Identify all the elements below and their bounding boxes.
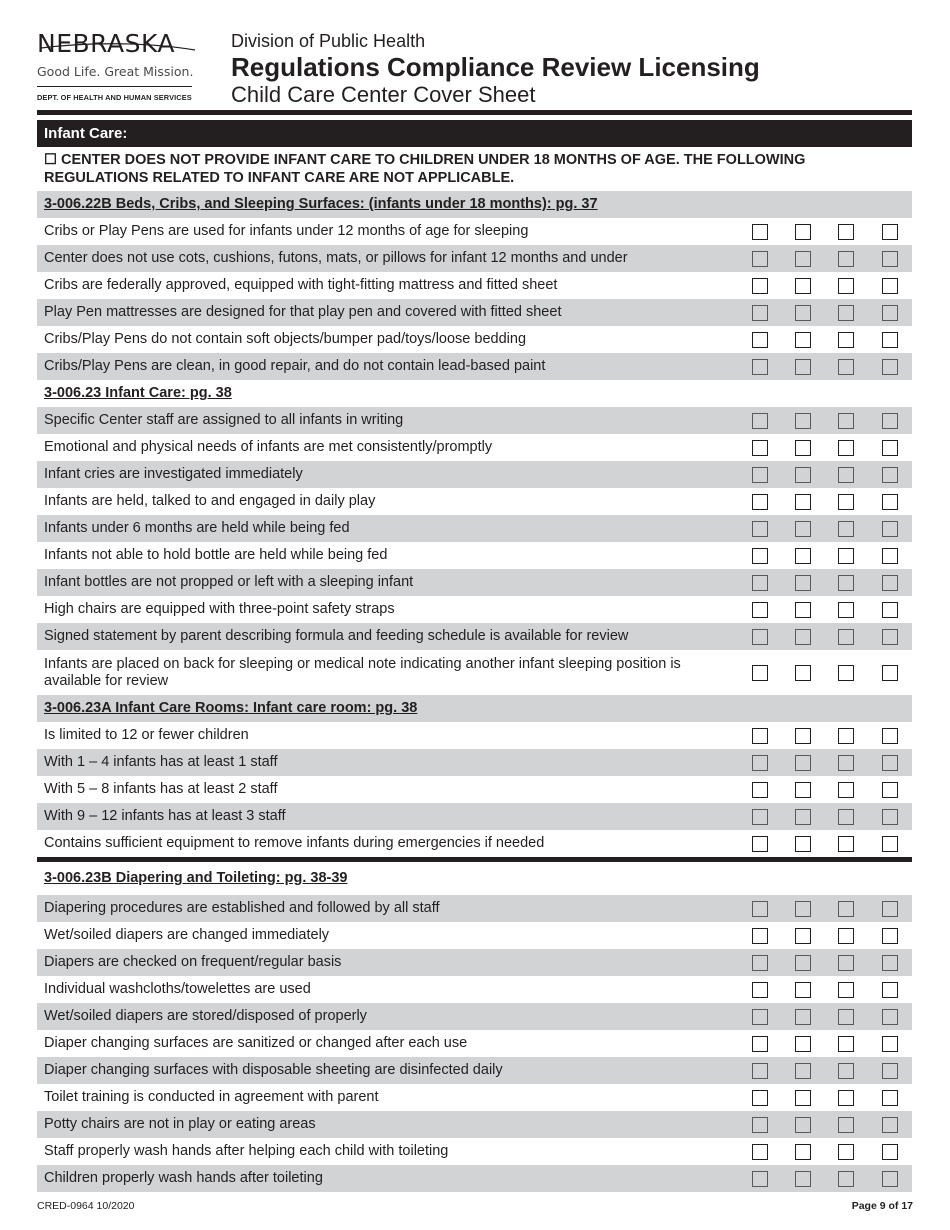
compliance-checkbox-1[interactable] [752,224,768,240]
checklist-heading-row [37,380,912,407]
compliance-checkbox-4[interactable] [882,836,898,852]
regulation-heading: 3-006.23 Infant Care: pg. 38 [44,385,232,401]
compliance-checkbox-1[interactable] [752,629,768,645]
regulation-item-text: Toilet training is conducted in agreement with parent [44,1089,379,1105]
compliance-checkbox-2[interactable] [795,1171,811,1187]
regulation-item-text: Cribs are federally approved, equipped with tight-fitting mattress and fitted sheet [44,277,558,293]
compliance-checkbox-4[interactable] [882,1090,898,1106]
compliance-checkbox-4[interactable] [882,1036,898,1052]
compliance-checkbox-4[interactable] [882,548,898,564]
compliance-checkbox-1[interactable] [752,548,768,564]
compliance-checkbox-1[interactable] [752,809,768,825]
compliance-checkbox-1[interactable] [752,413,768,429]
checklist-item-row [37,922,912,949]
compliance-checkbox-1[interactable] [752,1171,768,1187]
compliance-checkbox-2[interactable] [795,1144,811,1160]
compliance-checkbox-2[interactable] [795,1009,811,1025]
compliance-checkbox-4[interactable] [882,305,898,321]
compliance-checkbox-2[interactable] [795,928,811,944]
checklist-item-row [37,1057,912,1084]
compliance-checkbox-1[interactable] [752,1036,768,1052]
compliance-checkbox-1[interactable] [752,901,768,917]
regulation-item-text: Cribs/Play Pens are clean, in good repair, and do not contain lead-based paint [44,358,546,374]
compliance-checkbox-1[interactable] [752,359,768,375]
checklist-item-row [37,1003,912,1030]
regulation-item-text: With 1 – 4 infants has at least 1 staff [44,754,278,770]
notice-line-2: REGULATIONS RELATED TO INFANT CARE ARE NOT APPLICABLE. [44,170,515,186]
compliance-checkbox-2[interactable] [795,1090,811,1106]
compliance-checkbox-4[interactable] [882,224,898,240]
checklist-item-row [37,569,912,596]
regulation-item-text: Signed statement by parent describing formula and feeding schedule is available for review [44,628,629,644]
compliance-checkbox-4[interactable] [882,955,898,971]
regulation-item-text: Potty chairs are not in play or eating areas [44,1116,316,1132]
compliance-checkbox-3[interactable] [838,1063,854,1079]
compliance-checkbox-1[interactable] [752,1009,768,1025]
compliance-checkbox-2[interactable] [795,305,811,321]
compliance-checkbox-3[interactable] [838,440,854,456]
not-applicable-checkbox[interactable]: ☐ [44,152,57,168]
compliance-checkbox-3[interactable] [838,809,854,825]
compliance-checkbox-4[interactable] [882,413,898,429]
regulation-item-text: With 9 – 12 infants has at least 3 staff [44,808,286,824]
compliance-checkbox-2[interactable] [795,1117,811,1133]
nebraska-logo [37,30,197,102]
compliance-checkbox-3[interactable] [838,305,854,321]
checklist-item-row [37,353,912,380]
division-name: Division of Public Health [231,31,426,51]
compliance-checkbox-4[interactable] [882,1009,898,1025]
page-title: Regulations Compliance Review Licensing [231,52,760,82]
section-title-bar: Infant Care: [37,120,912,147]
regulation-heading: 3-006.23B Diapering and Toileting: pg. 38-39 [44,870,348,886]
checklist-item-row [37,1084,912,1111]
compliance-checkbox-3[interactable] [838,755,854,771]
regulation-item-text: Individual washcloths/towelettes are used [44,981,311,997]
compliance-checkbox-2[interactable] [795,467,811,483]
compliance-checkbox-4[interactable] [882,728,898,744]
checklist-item-row [37,776,912,803]
regulation-item-text: Specific Center staff are assigned to all infants in writing [44,412,404,428]
compliance-checkbox-3[interactable] [838,629,854,645]
regulation-item-text: Emotional and physical needs of infants are met consistently/promptly [44,439,493,455]
compliance-checkbox-3[interactable] [838,955,854,971]
compliance-checkbox-2[interactable] [795,575,811,591]
compliance-checkbox-4[interactable] [882,809,898,825]
compliance-checkbox-2[interactable] [795,251,811,267]
compliance-checkbox-4[interactable] [882,332,898,348]
checklist-item-row [37,623,912,650]
compliance-checkbox-2[interactable] [795,755,811,771]
regulation-item-text: Infants under 6 months are held while being fed [44,520,350,536]
infant-care-notice [44,151,904,187]
compliance-checkbox-3[interactable] [838,359,854,375]
logo-department: DEPT. OF HEALTH AND HUMAN SERVICES [37,93,192,102]
compliance-checkbox-3[interactable] [838,901,854,917]
regulation-item-text: Diaper changing surfaces are sanitized or changed after each use [44,1035,468,1051]
compliance-checkbox-4[interactable] [882,278,898,294]
regulation-heading: 3-006.22B Beds, Cribs, and Sleeping Surfaces: (infants under 18 months): pg. 37 [44,196,598,212]
regulation-item-text: Wet/soiled diapers are stored/disposed of properly [44,1008,367,1024]
compliance-checkbox-1[interactable] [752,836,768,852]
compliance-checkbox-4[interactable] [882,665,898,681]
compliance-checkbox-1[interactable] [752,982,768,998]
checklist-item-row [37,596,912,623]
compliance-checkbox-2[interactable] [795,602,811,618]
compliance-checkbox-1[interactable] [752,1063,768,1079]
compliance-checkbox-4[interactable] [882,1117,898,1133]
compliance-checkbox-1[interactable] [752,755,768,771]
compliance-checkbox-1[interactable] [752,782,768,798]
compliance-checkbox-2[interactable] [795,665,811,681]
compliance-checkbox-4[interactable] [882,575,898,591]
compliance-checkbox-1[interactable] [752,440,768,456]
regulation-item-text: Diapers are checked on frequent/regular basis [44,954,342,970]
logo-swoosh-icon [37,36,197,56]
regulation-item-text: Infant bottles are not propped or left with a sleeping infant [44,574,414,590]
checklist-item-row [37,488,912,515]
checklist-item-row [37,803,912,830]
compliance-checkbox-2[interactable] [795,440,811,456]
compliance-checkbox-4[interactable] [882,521,898,537]
checklist-item-row [37,1138,912,1165]
compliance-checkbox-3[interactable] [838,1171,854,1187]
compliance-checkbox-3[interactable] [838,1090,854,1106]
checklist-item-row [37,722,912,749]
checklist-heading-row [37,191,912,218]
compliance-checkbox-1[interactable] [752,467,768,483]
compliance-checkbox-4[interactable] [882,467,898,483]
regulation-item-text: Contains sufficient equipment to remove infants during emergencies if needed [44,835,545,851]
compliance-checkbox-4[interactable] [882,602,898,618]
compliance-checkbox-1[interactable] [752,521,768,537]
compliance-checkbox-2[interactable] [795,1063,811,1079]
compliance-checkbox-3[interactable] [838,782,854,798]
compliance-checkbox-4[interactable] [882,928,898,944]
regulation-item-text: Cribs or Play Pens are used for infants under 12 months of age for sleeping [44,223,529,239]
checklist-item-row [37,299,912,326]
compliance-checkbox-4[interactable] [882,494,898,510]
regulation-item-text: Play Pen mattresses are designed for that play pen and covered with fitted sheet [44,304,562,320]
regulation-checklist [37,191,912,1192]
compliance-checkbox-4[interactable] [882,782,898,798]
compliance-checkbox-1[interactable] [752,305,768,321]
compliance-checkbox-3[interactable] [838,332,854,348]
regulation-item-text: Wet/soiled diapers are changed immediately [44,927,330,943]
compliance-checkbox-2[interactable] [795,413,811,429]
header-text [231,30,760,108]
compliance-checkbox-3[interactable] [838,836,854,852]
compliance-checkbox-3[interactable] [838,224,854,240]
regulation-item-text: Center does not use cots, cushions, futons, mats, or pillows for infant 12 months and under [44,250,628,266]
compliance-checkbox-1[interactable] [752,928,768,944]
compliance-checkbox-3[interactable] [838,251,854,267]
checklist-item-row [37,245,912,272]
compliance-checkbox-4[interactable] [882,1171,898,1187]
regulation-heading: 3-006.23A Infant Care Rooms: Infant care room: pg. 38 [44,700,418,716]
compliance-checkbox-3[interactable] [838,494,854,510]
logo-tagline: Good Life. Great Mission. [37,64,194,79]
compliance-checkbox-2[interactable] [795,1036,811,1052]
compliance-checkbox-4[interactable] [882,901,898,917]
regulation-item-text: Infants are placed on back for sleeping or medical note indicating another infant sleeping position is available for review [44,655,681,689]
checklist-item-row [37,830,912,862]
checklist-item-row [37,542,912,569]
compliance-checkbox-3[interactable] [838,575,854,591]
checklist-item-row [37,895,912,922]
compliance-checkbox-1[interactable] [752,332,768,348]
regulation-item-text: With 5 – 8 infants has at least 2 staff [44,781,278,797]
compliance-checkbox-1[interactable] [752,1090,768,1106]
compliance-checkbox-2[interactable] [795,494,811,510]
regulation-item-text: Infants not able to hold bottle are held while being fed [44,547,388,563]
page-number: Page 9 of 17 [851,1200,913,1212]
checklist-item-row [37,1030,912,1057]
compliance-checkbox-1[interactable] [752,1117,768,1133]
compliance-checkbox-4[interactable] [882,982,898,998]
compliance-checkbox-4[interactable] [882,629,898,645]
regulation-item-text: Diapering procedures are established and followed by all staff [44,900,440,916]
checklist-item-row [37,1165,912,1192]
compliance-checkbox-3[interactable] [838,278,854,294]
header-divider [37,110,912,115]
checklist-item-row [37,461,912,488]
compliance-checkbox-1[interactable] [752,494,768,510]
regulation-item-text: Diaper changing surfaces with disposable sheeting are disinfected daily [44,1062,503,1078]
compliance-checkbox-1[interactable] [752,251,768,267]
compliance-checkbox-2[interactable] [795,782,811,798]
compliance-checkbox-1[interactable] [752,278,768,294]
compliance-checkbox-2[interactable] [795,955,811,971]
checklist-item-row [37,515,912,542]
compliance-checkbox-3[interactable] [838,928,854,944]
compliance-checkbox-4[interactable] [882,440,898,456]
regulation-item-text: Staff properly wash hands after helping each child with toileting [44,1143,449,1159]
compliance-checkbox-4[interactable] [882,1063,898,1079]
checklist-item-row [37,326,912,353]
compliance-checkbox-1[interactable] [752,575,768,591]
compliance-checkbox-3[interactable] [838,728,854,744]
compliance-checkbox-3[interactable] [838,1036,854,1052]
compliance-checkbox-2[interactable] [795,982,811,998]
compliance-checkbox-4[interactable] [882,251,898,267]
logo-divider [37,86,192,87]
checklist-item-row [37,272,912,299]
page-subtitle: Child Care Center Cover Sheet [231,82,536,107]
compliance-checkbox-4[interactable] [882,1144,898,1160]
checklist-item-row [37,976,912,1003]
logo-wordmark: NEBRASKA [37,30,197,58]
compliance-checkbox-4[interactable] [882,359,898,375]
compliance-checkbox-2[interactable] [795,629,811,645]
compliance-checkbox-3[interactable] [838,521,854,537]
compliance-checkbox-3[interactable] [838,467,854,483]
notice-line-1: CENTER DOES NOT PROVIDE INFANT CARE TO CHILDREN UNDER 18 MONTHS OF AGE. THE FOLLOWING [61,152,806,168]
compliance-checkbox-1[interactable] [752,1144,768,1160]
checklist-item-row [37,949,912,976]
compliance-checkbox-2[interactable] [795,809,811,825]
compliance-checkbox-1[interactable] [752,728,768,744]
compliance-checkbox-2[interactable] [795,278,811,294]
regulation-item-text: Cribs/Play Pens do not contain soft objects/bumper pad/toys/loose bedding [44,331,527,347]
compliance-checkbox-2[interactable] [795,224,811,240]
regulation-item-text: Children properly wash hands after toileting [44,1170,323,1186]
compliance-checkbox-2[interactable] [795,548,811,564]
compliance-checkbox-2[interactable] [795,521,811,537]
compliance-checkbox-2[interactable] [795,836,811,852]
compliance-checkbox-3[interactable] [838,413,854,429]
checklist-heading-row [37,695,912,722]
compliance-checkbox-3[interactable] [838,982,854,998]
checklist-item-row [37,218,912,245]
regulation-item-text: Is limited to 12 or fewer children [44,727,249,743]
regulation-item-text: Infants are held, talked to and engaged in daily play [44,493,376,509]
compliance-checkbox-3[interactable] [838,1117,854,1133]
compliance-checkbox-3[interactable] [838,602,854,618]
compliance-checkbox-2[interactable] [795,332,811,348]
form-id: CRED-0964 10/2020 [37,1200,135,1212]
compliance-checkbox-1[interactable] [752,955,768,971]
compliance-checkbox-3[interactable] [838,665,854,681]
compliance-checkbox-3[interactable] [838,1009,854,1025]
compliance-checkbox-1[interactable] [752,602,768,618]
checklist-item-row [37,749,912,776]
checklist-heading-row [37,862,912,895]
compliance-checkbox-3[interactable] [838,548,854,564]
compliance-checkbox-2[interactable] [795,359,811,375]
compliance-checkbox-2[interactable] [795,901,811,917]
compliance-checkbox-2[interactable] [795,728,811,744]
compliance-checkbox-3[interactable] [838,1144,854,1160]
checklist-item-row [37,650,912,695]
regulation-item-text: High chairs are equipped with three-point safety straps [44,601,395,617]
compliance-checkbox-1[interactable] [752,665,768,681]
checklist-item-row [37,407,912,434]
checklist-item-row [37,1111,912,1138]
compliance-checkbox-4[interactable] [882,755,898,771]
regulation-item-text: Infant cries are investigated immediately [44,466,303,482]
checklist-item-row [37,434,912,461]
